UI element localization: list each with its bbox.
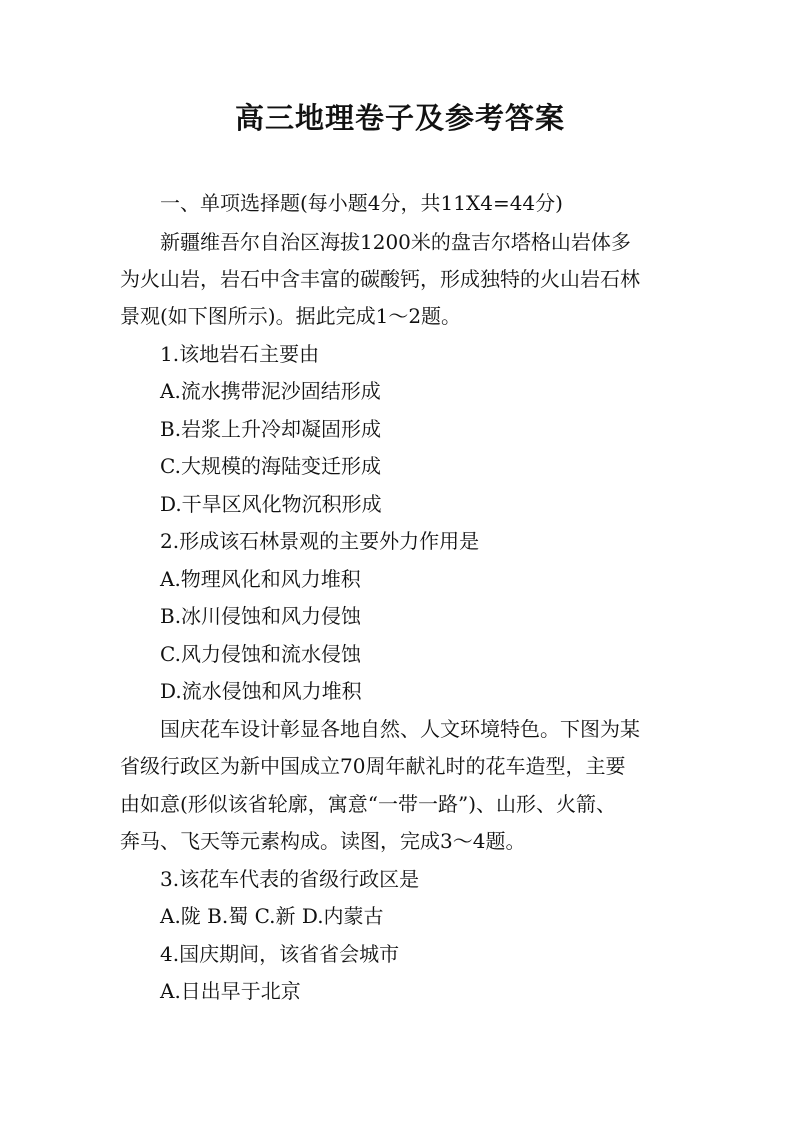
q1-option-c: C.大规模的海陆变迁形成 xyxy=(160,454,381,478)
passage-line-1: 新疆维吾尔自治区海拔1200米的盘吉尔塔格山岩体多 xyxy=(160,230,631,254)
passage-line-3: 景观(如下图所示)。据此完成1～2题。 xyxy=(120,304,462,328)
passage2-line-1: 国庆花车设计彰显各地自然、人文环境特色。下图为某 xyxy=(160,717,640,741)
document-title: 高三地理卷子及参考答案 xyxy=(234,101,565,135)
q2-option-b: B.冰川侵蚀和风力侵蚀 xyxy=(160,604,362,628)
passage2-line-3: 由如意(形似该省轮廓，寓意“一带一路”)、山形、火箭、 xyxy=(120,792,617,816)
q3-options: A.陇 B.蜀 C.新 D.内蒙古 xyxy=(160,904,384,928)
q1-option-b: B.岩浆上升冷却凝固形成 xyxy=(160,417,382,441)
passage2-line-4: 奔马、飞天等元素构成。读图，完成3～4题。 xyxy=(120,829,526,853)
question-4: 4.国庆期间，该省省会城市 xyxy=(160,942,400,966)
q1-option-a: A.流水携带泥沙固结形成 xyxy=(160,379,381,403)
q2-option-c: C.风力侵蚀和流水侵蚀 xyxy=(160,642,361,666)
passage2-line-2: 省级行政区为新中国成立70周年献礼时的花车造型，主要 xyxy=(120,754,626,778)
passage-line-2: 为火山岩，岩石中含丰富的碳酸钙，形成独特的火山岩石林 xyxy=(120,267,640,291)
question-3: 3.该花车代表的省级行政区是 xyxy=(160,867,420,891)
q2-option-d: D.流水侵蚀和风力堆积 xyxy=(160,679,362,703)
q1-option-d: D.干旱区风化物沉积形成 xyxy=(160,492,382,516)
question-1: 1.该地岩石主要由 xyxy=(160,342,320,366)
q2-option-a: A.物理风化和风力堆积 xyxy=(160,567,361,591)
section-heading: 一、单项选择题(每小题4分，共11X4=44分) xyxy=(160,191,563,215)
question-2: 2.形成该石林景观的主要外力作用是 xyxy=(160,529,480,553)
q4-option-a: A.日出早于北京 xyxy=(160,979,301,1003)
